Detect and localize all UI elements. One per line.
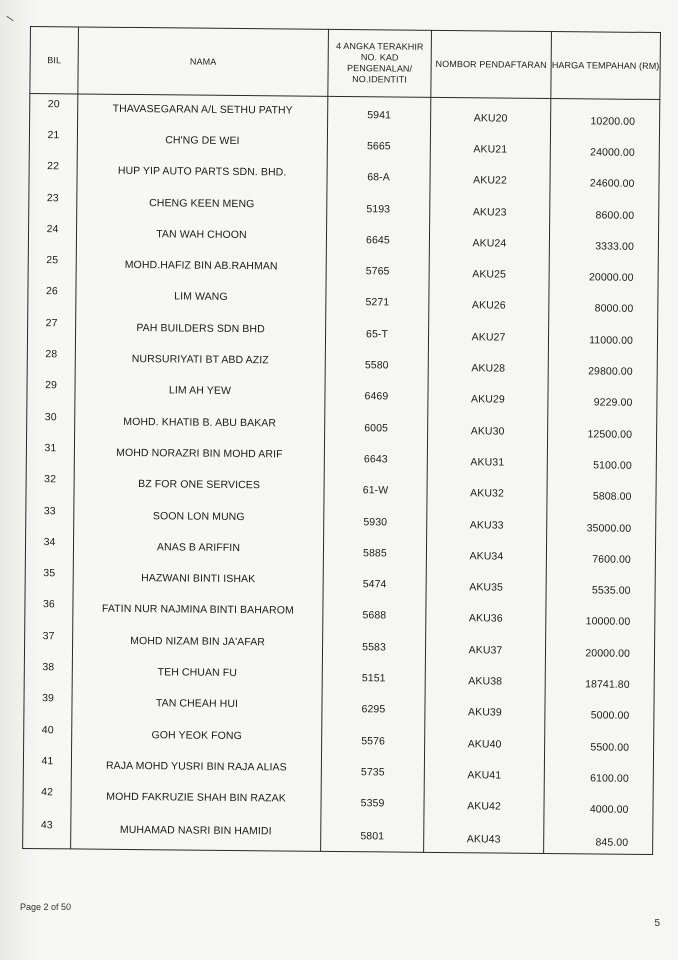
cell-nombor [426,567,546,599]
cell-nombor [425,630,545,662]
cell-ic [328,96,431,129]
cell-nama-text: HUP YIP AUTO PARTS SDN. BHD. [117,165,287,179]
cell-nombor [424,755,544,787]
cell-ic-text: 5576 [361,734,386,748]
cell-nama [75,345,325,379]
cell-nombor-text: AKU43 [466,833,501,846]
cell-ic-text: 61-W [362,484,389,497]
cell-ic [321,785,424,817]
cell-harga [547,443,656,475]
cell-harga [544,819,653,855]
cell-ic [324,441,427,473]
cell-bil [25,532,73,564]
cell-bil-text: 35 [43,567,56,580]
cell-harga-text: 20000.00 [588,271,634,284]
cell-nombor-text: AKU39 [467,706,502,719]
cell-harga-text: 5100.00 [593,459,632,472]
cell-harga-text: 18741.80 [585,678,630,691]
cell-harga-text: 5535.00 [591,584,631,597]
cell-nombor-text: AKU21 [473,143,508,156]
cell-ic-text: 5474 [362,578,387,591]
cell-bil-text: 31 [44,442,57,455]
table-body [23,94,660,855]
cell-bil [28,219,76,251]
cell-nama-text: TAN CHEAH HUI [155,697,239,711]
cell-harga [545,694,654,726]
cell-ic-text: 5688 [362,609,387,622]
cell-ic [325,316,428,348]
cell-harga-text: 11000.00 [589,334,634,347]
cell-harga-text: 24000.00 [590,146,635,159]
cell-bil [24,657,72,689]
cell-nombor [424,786,544,818]
cell-nama-text: CHENG KEEN MENG [149,196,255,210]
cell-nama [78,94,328,128]
cell-bil [24,720,72,752]
cell-harga [549,287,658,319]
cell-nama-text: LIM AH YEW [168,384,232,398]
cell-nama [72,626,322,660]
cell-nama [76,251,326,285]
cell-harga [544,756,653,788]
cell-nombor-text: AKU34 [469,550,504,563]
cell-bil [23,751,71,783]
cell-nama-text: THAVASEGARAN A/L SETHU PATHY [112,102,293,117]
cell-harga-text: 5500.00 [590,740,630,754]
cell-nombor-text: AKU41 [467,769,502,782]
cell-harga-text: 20000.00 [585,647,631,660]
registration-table [22,26,661,855]
cell-bil-text: 42 [41,786,54,799]
cell-bil [25,595,73,627]
cell-nombor-text: AKU20 [473,111,508,125]
cell-bil-text: 24 [46,222,59,236]
cell-ic [323,535,426,567]
cell-nama-text: TAN WAH CHOON [156,228,247,241]
cell-bil-text: 29 [45,379,58,392]
cell-bil-text: 20 [47,97,60,110]
cell-ic [323,566,426,598]
cell-nombor [426,536,546,568]
cell-ic-text: 5193 [366,202,391,215]
cell-harga [550,162,659,194]
cell-harga-text: 35000.00 [586,521,632,535]
cell-bil [26,438,74,470]
cell-harga [549,255,658,287]
header-ic: 4 ANGKA TERAKHIR NO. KAD PENGENALAN/ NO.IDENTITI [328,29,432,97]
cell-bil-text: 23 [46,191,59,204]
cell-bil-text: 41 [41,755,54,768]
cell-nama [77,126,327,160]
cell-nombor [428,348,548,380]
cell-nombor-text: AKU30 [470,424,505,438]
cell-harga [550,193,659,225]
cell-bil [24,626,72,658]
cell-harga-text: 5000.00 [590,709,630,723]
cell-bil [24,689,72,721]
cell-ic [322,629,425,661]
cell-bil [23,814,71,849]
cell-ic-text: 6295 [361,703,386,716]
cell-nama [71,814,321,851]
cell-harga-text: 9229.00 [593,396,633,410]
cell-ic [325,379,428,411]
cell-nama [73,533,323,567]
cell-nombor [424,818,544,854]
cell-nombor [430,129,550,161]
cell-nombor [427,505,547,537]
cell-ic-text: 5151 [361,672,386,685]
cell-nombor-text: AKU38 [468,675,503,688]
cell-nombor-text: AKU35 [469,581,504,594]
cell-nama-text: TEH CHUAN FU [157,666,238,680]
cell-bil-text: 25 [46,254,59,267]
cell-harga [547,506,656,538]
cell-ic [324,472,427,504]
cell-nama [72,658,322,692]
cell-nama-text: ANAS B ARIFFIN [156,541,241,554]
cell-nombor [431,97,551,130]
cell-nombor [428,380,548,412]
cell-ic [326,253,429,285]
cell-harga [551,99,660,132]
cell-ic [327,191,430,223]
cell-ic-text: 5583 [362,640,386,654]
cell-ic-text: 5735 [360,766,385,779]
cell-bil [27,376,75,408]
cell-bil-text: 30 [44,410,57,423]
table-header-row [30,27,661,100]
cell-ic-text: 6645 [366,234,390,247]
page-number: 5 [654,918,660,929]
cell-ic-text: 5930 [363,515,388,528]
cell-bil [27,344,75,376]
cell-nombor-text: AKU22 [473,174,507,187]
cell-ic [325,347,428,379]
cell-nombor-text: AKU37 [468,643,503,657]
cell-nama [76,282,326,316]
cell-nama-text: RAJA MOHD YUSRI BIN RAJA ALIAS [105,759,287,774]
cell-harga [548,381,657,413]
cell-bil-text: 27 [45,316,58,329]
cell-nombor [426,599,546,631]
cell-ic-text: 6469 [364,390,389,403]
cell-harga [546,537,655,569]
cell-ic [324,504,427,536]
cell-harga-text: 10200.00 [590,115,636,128]
cell-ic-text: 65-T [366,327,389,341]
cell-harga [546,600,655,632]
cell-ic-text: 5359 [360,797,385,810]
cell-nombor-text: AKU25 [472,268,507,281]
cell-nama-text: FATIN NUR NAJMINA BINTI BAHAROM [101,603,294,617]
cell-ic [321,817,424,852]
cell-bil-text: 22 [47,160,60,173]
cell-bil-text: 38 [42,661,55,674]
header-nama: NAMA [78,27,329,96]
cell-bil [29,157,77,189]
cell-nombor-text: AKU29 [470,393,505,406]
cell-ic [322,660,425,692]
cell-nama-text: MOHD FAKRUZIE SHAH BIN RAZAK [106,790,286,805]
cell-nama [71,752,321,786]
cell-harga-text: 4000.00 [589,803,629,816]
cell-nama [71,783,321,817]
cell-ic [321,754,424,786]
cell-nama-text: MOHD NORAZRI BIN MOHD ARIF [116,446,283,461]
cell-nombor [429,223,549,255]
table-row [23,814,653,855]
cell-nama-text: MOHD. KHATIB B. ABU BAKAR [123,415,277,429]
page-label: Page 2 of 50 [20,902,72,912]
cell-bil-text: 32 [44,473,57,486]
cell-nama-text: HAZWANI BINTI ISHAK [141,572,256,586]
cell-ic [327,128,430,160]
cell-bil [29,125,77,157]
cell-harga-text: 8600.00 [595,208,635,222]
cell-nama [74,501,324,535]
cell-harga-text: 29800.00 [588,365,633,378]
cell-harga [548,318,657,350]
cell-nombor [427,473,547,505]
cell-bil-text: 21 [47,129,60,142]
cell-nombor-text: AKU27 [471,330,506,344]
cell-nombor-text: AKU31 [470,456,505,469]
cell-harga-text: 24600.00 [589,177,635,191]
cell-nama [75,376,325,410]
cell-bil-text: 40 [41,723,54,736]
cell-nombor [429,254,549,286]
cell-nama [74,439,324,473]
cell-nombor [427,442,547,474]
cell-nama [77,157,327,191]
cell-ic [323,598,426,630]
cell-harga [545,631,654,663]
cell-nombor-text: AKU26 [471,299,506,313]
cell-nombor-text: AKU24 [472,237,507,250]
cell-bil-text: 37 [42,629,55,642]
cell-harga [549,224,658,256]
cell-nama [76,220,326,254]
cell-harga-text: 3333.00 [595,240,634,253]
cell-bil-text: 36 [42,598,55,611]
header-bil: BIL [30,27,79,94]
cell-nombor [430,160,550,192]
cell-bil [27,407,75,439]
cell-nama [75,407,325,441]
cell-nombor [430,192,550,224]
cell-ic [322,723,425,755]
cell-ic-text: 5271 [365,296,390,309]
cell-bil [25,563,73,595]
cell-nombor-text: AKU33 [469,518,504,532]
cell-nama [73,595,323,629]
cell-harga-text: 5808.00 [592,490,632,503]
cell-nombor [425,724,545,756]
cell-nama-text: MOHD.HAFIZ BIN AB.RAHMAN [124,259,278,273]
cell-bil-text: 43 [40,818,53,832]
cell-nama-text: CH'NG DE WEI [165,134,240,147]
cell-bil [26,501,74,533]
cell-harga [550,130,659,162]
cell-bil [28,282,76,314]
cell-harga-text: 10000.00 [585,615,631,629]
cell-harga [546,568,655,600]
cell-harga [545,725,654,757]
cell-ic-text: 5580 [364,359,389,372]
cell-nombor-text: AKU32 [470,487,504,500]
cell-nombor-text: AKU40 [467,737,502,751]
cell-bil-text: 33 [43,504,56,517]
cell-ic [326,222,429,254]
cell-nama [72,720,322,754]
cell-harga [545,662,654,694]
cell-nama-text: MOHD NIZAM BIN JA'AFAR [130,634,266,648]
cell-nama-text: BZ FOR ONE SERVICES [138,478,261,492]
cell-bil [30,94,78,126]
cell-nama [72,689,322,723]
cell-bil-text: 28 [45,348,58,361]
cell-nama-text: NURSURIYATI BT ABD AZIZ [131,353,269,367]
cell-nama [77,188,327,222]
cell-nombor-text: AKU28 [471,362,506,375]
cell-ic-text: 5665 [366,140,391,153]
cell-nombor [429,286,549,318]
cell-nombor [425,692,545,724]
cell-nama-text: PAH BUILDERS SDN BHD [136,321,265,335]
cell-bil-text: 39 [42,692,55,705]
cell-ic-text: 6643 [363,453,388,466]
cell-nombor [428,317,548,349]
cell-ic [325,410,428,442]
cell-harga-text: 6100.00 [590,772,629,785]
header-nombor: NOMBOR PENDAFTARAN [431,30,552,98]
header-harga: HARGA TEMPAHAN (RM) [551,32,661,100]
cell-nama [73,564,323,598]
cell-bil-text: 26 [45,285,58,298]
cell-bil [29,188,77,220]
cell-harga-text: 845.00 [595,836,629,849]
cell-harga [547,475,656,507]
cell-harga [548,349,657,381]
cell-harga-text: 8000.00 [594,302,634,316]
cell-ic-text: 5885 [363,547,387,560]
cell-nama [75,314,325,348]
cell-nombor-text: AKU36 [468,612,503,625]
cell-nama-text: GOH YEOK FONG [151,728,242,742]
cell-bil [28,250,76,282]
cell-harga [548,412,657,444]
cell-nama-text: SOON LON MUNG [152,509,245,523]
cell-ic-text: 5765 [365,265,390,278]
cell-nombor [428,411,548,443]
cell-harga [544,788,653,820]
cell-ic [326,285,429,317]
cell-ic-text: 6005 [364,421,389,435]
cell-ic [322,691,425,723]
cell-ic-text: 5941 [367,108,392,122]
cell-nombor-text: AKU23 [472,205,507,219]
cell-harga-text: 12500.00 [587,427,633,441]
cell-bil [23,783,71,815]
cell-nombor-text: AKU42 [467,800,501,813]
cell-nama [74,470,324,504]
cell-nombor [425,661,545,693]
cell-bil-text: 34 [43,535,56,549]
cell-ic-text: 5801 [360,830,385,843]
cell-bil [27,313,75,345]
cell-ic [327,159,430,191]
cell-ic-text: 68-A [367,171,390,184]
cell-bil [26,470,74,502]
cell-nama-text: MUHAMAD NASRI BIN HAMIDI [119,823,272,838]
cell-harga-text: 7600.00 [592,553,631,566]
cell-nama-text: LIM WANG [174,290,228,304]
